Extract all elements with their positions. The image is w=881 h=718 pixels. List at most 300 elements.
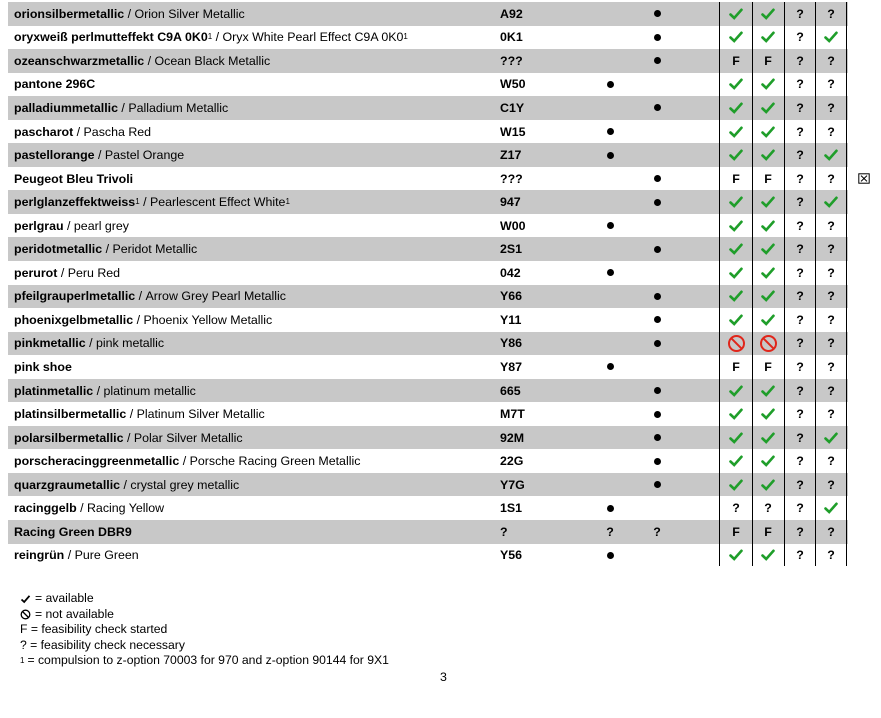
status-text: F bbox=[732, 171, 740, 186]
color-name-en: Peridot Metallic bbox=[112, 242, 198, 257]
name-separator: / bbox=[120, 477, 131, 492]
status-text: ? bbox=[796, 312, 804, 327]
legend bbox=[20, 591, 389, 669]
status-text: ? bbox=[796, 242, 804, 257]
color-name bbox=[14, 308, 272, 332]
cell-c4 bbox=[817, 96, 845, 120]
color-name-en: Palladium Metallic bbox=[128, 100, 229, 115]
color-name bbox=[14, 544, 139, 568]
table-row bbox=[0, 473, 881, 497]
status-text: ? bbox=[827, 171, 835, 186]
check-icon bbox=[729, 31, 743, 43]
check-icon bbox=[729, 126, 743, 138]
name-separator: / bbox=[57, 265, 68, 280]
cell-c1 bbox=[721, 496, 751, 520]
status-text: ? bbox=[796, 53, 804, 68]
check-icon bbox=[729, 385, 743, 397]
table-row bbox=[0, 520, 881, 544]
color-code: ??? bbox=[500, 171, 523, 186]
name-separator: / bbox=[63, 218, 74, 233]
cell-c2 bbox=[753, 426, 783, 450]
check-icon bbox=[761, 243, 775, 255]
cell-d2 bbox=[643, 73, 671, 97]
name-separator: / bbox=[76, 501, 87, 516]
cell-d2 bbox=[643, 355, 671, 379]
cell-c3 bbox=[786, 26, 814, 50]
status-text: ? bbox=[796, 218, 804, 233]
status-text: ? bbox=[827, 383, 835, 398]
cell-d2 bbox=[643, 214, 671, 238]
status-text: ? bbox=[827, 524, 835, 539]
cell-extra bbox=[852, 190, 876, 214]
table-row bbox=[0, 167, 881, 191]
cell-d1 bbox=[596, 426, 624, 450]
color-code: 2S1 bbox=[500, 242, 523, 257]
dot-icon bbox=[654, 340, 661, 347]
cell-c4 bbox=[817, 308, 845, 332]
name-separator: / bbox=[73, 124, 84, 139]
color-name-de: pfeilgrauperlmetallic bbox=[14, 289, 136, 304]
color-name-en: pearl grey bbox=[73, 218, 130, 233]
cell-c3 bbox=[786, 96, 814, 120]
color-name: oryxweiß perlmutteffekt C9A 0K0 1 / Oryx White Pearl Effect C9A 0K0 1 bbox=[14, 30, 408, 45]
table-row bbox=[0, 332, 881, 356]
status-text: ? bbox=[796, 195, 804, 210]
cell-extra bbox=[852, 379, 876, 403]
cell-c3 bbox=[786, 426, 814, 450]
table-row bbox=[0, 449, 881, 473]
cell-d2 bbox=[643, 237, 671, 261]
not-available-icon bbox=[759, 334, 778, 353]
dot-icon bbox=[654, 316, 661, 323]
cell-c1 bbox=[721, 190, 751, 214]
color-name-en: Pastel Orange bbox=[104, 148, 185, 163]
cell-c1 bbox=[721, 426, 751, 450]
cell-d2 bbox=[643, 190, 671, 214]
color-name-de: polarsilbermetallic bbox=[14, 430, 124, 445]
color-name bbox=[14, 402, 265, 426]
cell-extra bbox=[852, 449, 876, 473]
cell-c4 bbox=[817, 261, 845, 285]
color-name-de: oryxweiß perlmutteffekt C9A 0K0 bbox=[14, 30, 208, 45]
check-icon bbox=[761, 102, 775, 114]
status-text: ? bbox=[827, 242, 835, 257]
status-text: ? bbox=[827, 312, 835, 327]
page-number: 3 bbox=[440, 670, 447, 684]
cell-c3 bbox=[786, 73, 814, 97]
cell-d1 bbox=[596, 449, 624, 473]
table-row bbox=[0, 190, 881, 214]
name-separator: / bbox=[85, 336, 96, 351]
cell-c4 bbox=[817, 332, 845, 356]
status-text: ? bbox=[827, 6, 835, 21]
table-row bbox=[0, 237, 881, 261]
table-row bbox=[0, 26, 881, 50]
dot-icon bbox=[607, 552, 614, 559]
check-icon bbox=[729, 408, 743, 420]
status-text: ? bbox=[796, 524, 804, 539]
status-text: ? bbox=[732, 501, 740, 516]
column-divider bbox=[719, 2, 720, 566]
check-icon bbox=[761, 126, 775, 138]
cell-c1 bbox=[721, 473, 751, 497]
cell-c2 bbox=[753, 544, 783, 568]
cell-c4 bbox=[817, 26, 845, 50]
cell-c2 bbox=[753, 167, 783, 191]
cell-c3 bbox=[786, 496, 814, 520]
legend-available: = available bbox=[20, 591, 389, 607]
cell-c2 bbox=[753, 379, 783, 403]
cell-extra bbox=[852, 426, 876, 450]
check-icon bbox=[761, 314, 775, 326]
cell-d1 bbox=[596, 308, 624, 332]
cell-c2 bbox=[753, 237, 783, 261]
dot-icon bbox=[654, 199, 661, 206]
name-separator: / bbox=[126, 407, 137, 422]
cell-c3 bbox=[786, 520, 814, 544]
check-icon bbox=[761, 267, 775, 279]
color-name-de: ozeanschwarzmetallic bbox=[14, 53, 145, 68]
color-code: 22G bbox=[500, 454, 524, 469]
cell-c2 bbox=[753, 473, 783, 497]
cell-d2 bbox=[643, 2, 671, 26]
cell-d1 bbox=[596, 402, 624, 426]
check-icon bbox=[761, 549, 775, 561]
cell-c3 bbox=[786, 2, 814, 26]
cell-d1 bbox=[596, 26, 624, 50]
cell-c4 bbox=[817, 143, 845, 167]
cell-c4 bbox=[817, 473, 845, 497]
cell-c3 bbox=[786, 261, 814, 285]
check-icon bbox=[761, 408, 775, 420]
color-name-de: pink shoe bbox=[14, 359, 72, 374]
color-code: Y7G bbox=[500, 477, 525, 492]
cell-d2 bbox=[643, 379, 671, 403]
check-icon bbox=[729, 220, 743, 232]
cell-extra bbox=[852, 167, 876, 191]
color-name bbox=[14, 120, 151, 144]
name-separator: / bbox=[102, 242, 113, 257]
cell-d1 bbox=[596, 73, 624, 97]
status-text: ? bbox=[796, 548, 804, 563]
cell-c2 bbox=[753, 96, 783, 120]
cell-c1 bbox=[721, 237, 751, 261]
table-row bbox=[0, 285, 881, 309]
cell-c2 bbox=[753, 308, 783, 332]
cell-c2 bbox=[753, 332, 783, 356]
status-text: ? bbox=[796, 124, 804, 139]
color-name-de: platinmetallic bbox=[14, 383, 94, 398]
check-icon bbox=[20, 594, 31, 604]
color-name bbox=[14, 496, 164, 520]
dot-icon bbox=[607, 222, 614, 229]
cell-d2 bbox=[643, 496, 671, 520]
cell-extra bbox=[852, 120, 876, 144]
cell-extra bbox=[852, 473, 876, 497]
check-icon bbox=[824, 432, 838, 444]
color-name-en: Pearlescent Effect White bbox=[149, 195, 286, 210]
cell-c3 bbox=[786, 308, 814, 332]
cell-c1 bbox=[721, 143, 751, 167]
cell-c3 bbox=[786, 285, 814, 309]
cell-d2 bbox=[643, 473, 671, 497]
status-text: ? bbox=[827, 359, 835, 374]
check-icon bbox=[761, 8, 775, 20]
color-code: 1S1 bbox=[500, 501, 523, 516]
table-row bbox=[0, 49, 881, 73]
color-name bbox=[14, 96, 228, 120]
color-name-en: pink metallic bbox=[95, 336, 165, 351]
color-name-en: Pascha Red bbox=[83, 124, 152, 139]
color-name-de: porscheracinggreenmetallic bbox=[14, 454, 180, 469]
color-name-en: Ocean Black Metallic bbox=[154, 53, 271, 68]
cell-d1 bbox=[596, 473, 624, 497]
cell-c1 bbox=[721, 308, 751, 332]
cell-c2 bbox=[753, 402, 783, 426]
check-icon bbox=[729, 196, 743, 208]
cell-extra bbox=[852, 26, 876, 50]
cell-c2 bbox=[753, 73, 783, 97]
column-divider bbox=[784, 2, 785, 566]
status-text: ? bbox=[796, 100, 804, 115]
legend-not-available: = not available bbox=[20, 607, 389, 623]
name-separator: / bbox=[94, 148, 105, 163]
status-text: F bbox=[764, 53, 772, 68]
status-text: ? bbox=[796, 265, 804, 280]
color-code: Z17 bbox=[500, 148, 522, 163]
dot-icon bbox=[654, 10, 661, 17]
cell-d2 bbox=[643, 426, 671, 450]
cell-extra bbox=[852, 237, 876, 261]
table-row bbox=[0, 261, 881, 285]
color-code: 042 bbox=[500, 265, 521, 280]
status-text: F bbox=[732, 359, 740, 374]
cell-c1 bbox=[721, 26, 751, 50]
cell-c3 bbox=[786, 214, 814, 238]
cell-d2 bbox=[643, 332, 671, 356]
not-available-icon bbox=[20, 609, 31, 620]
status-text: ? bbox=[827, 265, 835, 280]
table-row bbox=[0, 73, 881, 97]
cell-c4 bbox=[817, 2, 845, 26]
color-code: A92 bbox=[500, 6, 523, 21]
cell-d1 bbox=[596, 214, 624, 238]
cell-extra bbox=[852, 143, 876, 167]
color-name-en: Polar Silver Metallic bbox=[133, 430, 243, 445]
column-divider bbox=[846, 2, 847, 566]
color-code: Y87 bbox=[500, 359, 523, 374]
cell-d1 bbox=[596, 2, 624, 26]
status-text: F bbox=[764, 359, 772, 374]
table-row bbox=[0, 379, 881, 403]
dot-icon bbox=[654, 387, 661, 394]
cell-c4 bbox=[817, 496, 845, 520]
status-text: F bbox=[764, 524, 772, 539]
status-text: ? bbox=[827, 124, 835, 139]
check-icon bbox=[729, 149, 743, 161]
cell-d1 bbox=[596, 49, 624, 73]
cell-d2 bbox=[643, 520, 671, 544]
color-name-de: perlgrau bbox=[14, 218, 64, 233]
cell-extra bbox=[852, 285, 876, 309]
cell-c1 bbox=[721, 379, 751, 403]
cell-c1 bbox=[721, 449, 751, 473]
cell-d1 bbox=[596, 237, 624, 261]
status-text: ? bbox=[796, 289, 804, 304]
cell-extra bbox=[852, 544, 876, 568]
cell-extra bbox=[852, 402, 876, 426]
status-text: ? bbox=[764, 501, 772, 516]
table-row bbox=[0, 355, 881, 379]
cell-c3 bbox=[786, 167, 814, 191]
cell-c2 bbox=[753, 449, 783, 473]
cell-c4 bbox=[817, 120, 845, 144]
table-row bbox=[0, 544, 881, 568]
dot-icon bbox=[654, 434, 661, 441]
cell-c3 bbox=[786, 120, 814, 144]
color-name-en: Racing Yellow bbox=[86, 501, 165, 516]
color-name-de: quarzgraumetallic bbox=[14, 477, 121, 492]
cell-d1 bbox=[596, 355, 624, 379]
cell-extra bbox=[852, 308, 876, 332]
check-icon bbox=[729, 290, 743, 302]
color-code: 947 bbox=[500, 195, 521, 210]
color-name-en: Phoenix Yellow Metallic bbox=[143, 312, 273, 327]
color-name-de: platinsilbermetallic bbox=[14, 407, 127, 422]
check-icon bbox=[761, 149, 775, 161]
not-available-icon bbox=[727, 334, 746, 353]
cell-c1 bbox=[721, 332, 751, 356]
check-icon bbox=[729, 314, 743, 326]
cell-c3 bbox=[786, 379, 814, 403]
cell-c2 bbox=[753, 2, 783, 26]
name-separator: / bbox=[135, 289, 146, 304]
name-separator: / bbox=[64, 548, 75, 563]
check-icon bbox=[824, 31, 838, 43]
color-name bbox=[14, 449, 360, 473]
cell-d2 bbox=[643, 261, 671, 285]
column-divider bbox=[752, 2, 753, 566]
dot-icon bbox=[607, 128, 614, 135]
color-name-de: peridotmetallic bbox=[14, 242, 103, 257]
check-icon bbox=[729, 8, 743, 20]
status-text: ? bbox=[827, 407, 835, 422]
cell-c1 bbox=[721, 261, 751, 285]
check-icon bbox=[761, 479, 775, 491]
cell-c2 bbox=[753, 261, 783, 285]
name-separator: / bbox=[123, 430, 134, 445]
check-icon bbox=[761, 196, 775, 208]
cell-d1 bbox=[596, 167, 624, 191]
table-row bbox=[0, 426, 881, 450]
color-name-de: pastellorange bbox=[14, 148, 95, 163]
status-text: ? bbox=[796, 171, 804, 186]
cell-c2 bbox=[753, 520, 783, 544]
color-name-de: phoenixgelbmetallic bbox=[14, 312, 134, 327]
color-name bbox=[14, 355, 72, 379]
cell-c2 bbox=[753, 285, 783, 309]
cell-c3 bbox=[786, 355, 814, 379]
cell-c3 bbox=[786, 332, 814, 356]
cell-c4 bbox=[817, 379, 845, 403]
cell-c1 bbox=[721, 214, 751, 238]
cell-c1 bbox=[721, 167, 751, 191]
status-text: F bbox=[732, 53, 740, 68]
cell-c1 bbox=[721, 96, 751, 120]
dot-icon bbox=[607, 505, 614, 512]
cell-extra bbox=[852, 261, 876, 285]
cell-d2 bbox=[643, 544, 671, 568]
color-name bbox=[14, 332, 164, 356]
cell-c4 bbox=[817, 214, 845, 238]
cell-c4 bbox=[817, 426, 845, 450]
cell-d2 bbox=[643, 143, 671, 167]
color-name bbox=[14, 214, 129, 238]
color-name bbox=[14, 473, 239, 497]
cell-c4 bbox=[817, 190, 845, 214]
name-separator: / bbox=[179, 454, 190, 469]
cell-extra bbox=[852, 2, 876, 26]
dot-icon bbox=[607, 269, 614, 276]
name-separator: / bbox=[93, 383, 104, 398]
table-row bbox=[0, 496, 881, 520]
check-icon bbox=[761, 290, 775, 302]
status-text: ? bbox=[796, 148, 804, 163]
color-code: W00 bbox=[500, 218, 526, 233]
cell-c4 bbox=[817, 402, 845, 426]
dot-icon bbox=[654, 175, 661, 182]
cell-d1 bbox=[596, 120, 624, 144]
color-code: 92M bbox=[500, 430, 525, 445]
color-name bbox=[14, 520, 132, 544]
status-text: F bbox=[764, 171, 772, 186]
status-text: ? bbox=[796, 383, 804, 398]
check-icon bbox=[729, 78, 743, 90]
cell-c1 bbox=[721, 285, 751, 309]
color-name-de: pinkmetallic bbox=[14, 336, 86, 351]
status-text: ? bbox=[796, 407, 804, 422]
cell-c1 bbox=[721, 402, 751, 426]
cell-c2 bbox=[753, 120, 783, 144]
check-icon bbox=[729, 455, 743, 467]
cell-c2 bbox=[753, 49, 783, 73]
cell-c3 bbox=[786, 402, 814, 426]
legend-feasibility-necessary: ? = feasibility check necessary bbox=[20, 637, 185, 652]
check-icon bbox=[729, 267, 743, 279]
dot-icon bbox=[654, 57, 661, 64]
color-name bbox=[14, 167, 133, 191]
name-separator: / bbox=[117, 100, 129, 115]
check-icon bbox=[729, 243, 743, 255]
dot-icon bbox=[607, 152, 614, 159]
cell-c4 bbox=[817, 285, 845, 309]
status-text: ? bbox=[827, 53, 835, 68]
dot-icon bbox=[654, 293, 661, 300]
cell-c3 bbox=[786, 190, 814, 214]
check-icon bbox=[761, 455, 775, 467]
cell-c4 bbox=[817, 355, 845, 379]
cell-c2 bbox=[753, 26, 783, 50]
check-icon bbox=[761, 78, 775, 90]
color-name-en: crystal grey metallic bbox=[130, 477, 240, 492]
table-row bbox=[0, 2, 881, 26]
cell-d2 bbox=[643, 49, 671, 73]
cell-c1 bbox=[721, 49, 751, 73]
legend-footnote: 1 = compulsion to z-option 70003 for 970 and z-option 90144 for 9X1 bbox=[20, 653, 389, 667]
table-row bbox=[0, 96, 881, 120]
color-code: Y56 bbox=[500, 548, 523, 563]
status-text: ? bbox=[606, 524, 614, 539]
